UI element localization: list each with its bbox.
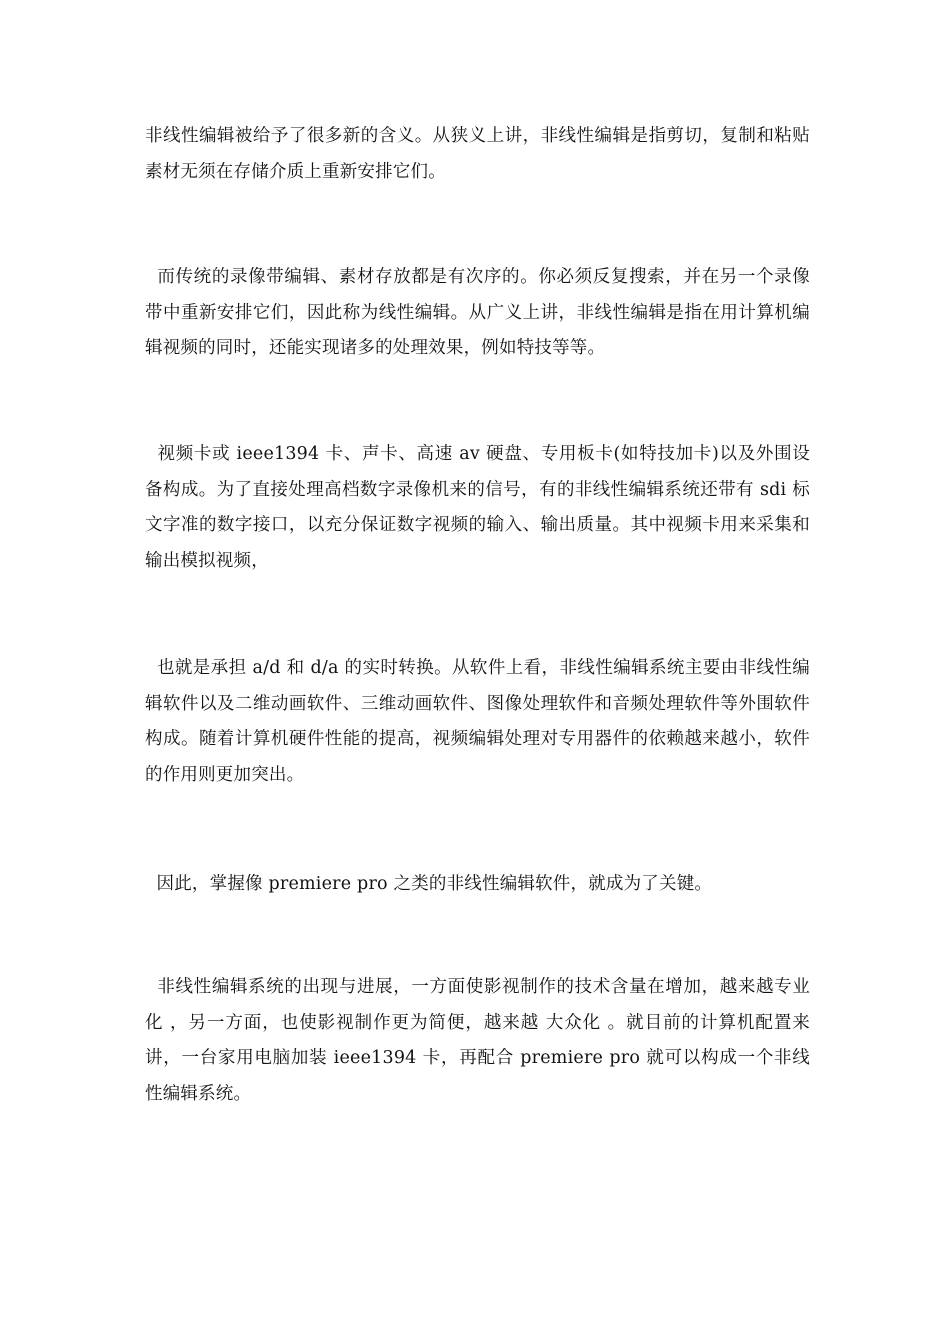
paragraph-6: 非线性编辑系统的出现与进展，一方面使影视制作的技术含量在增加，越来越专业化 ，另一方面，也使影视制作更为简便，越来越 大众化 。就目前的计算机配置来讲，一台家用电脑加装 ieee1394 卡，再配合 premiere pro 就可以构成一个非线性编辑系统。 xyxy=(145,977,810,1104)
paragraph-5: 因此，掌握像 premiere pro 之类的非线性编辑软件，就成为了关键。 xyxy=(145,874,713,894)
paragraph-4: 也就是承担 a/d 和 d/a 的实时转换。从软件上看，非线性编辑系统主要由非线性编辑软件以及二维动画软件、三维动画软件、图像处理软件和音频处理软件等外围软件构成。随着计算机硬件性能的提高，视频编辑处理对专用器件的依赖越来越小，软件的作用则更加突出。 xyxy=(145,658,810,785)
paragraph-2: 而传统的录像带编辑、素材存放都是有次序的。你必须反复搜索，并在另一个录像带中重新安排它们，因此称为线性编辑。从广义上讲，非线性编辑是指在用计算机编辑视频的同时，还能实现诸多的处理效果，例如特技等等。 xyxy=(145,267,810,358)
paragraph-1: 非线性编辑被给予了很多新的含义。从狭义上讲，非线性编辑是指剪切，复制和粘贴素材无须在存储介质上重新安排它们。 xyxy=(145,126,810,182)
paragraph-3: 视频卡或 ieee1394 卡、声卡、高速 av 硬盘、专用板卡(如特技加卡)以及外围设备构成。为了直接处理高档数字录像机来的信号，有的非线性编辑系统还带有 sdi 标文字准的数字接口，以充分保证数字视频的输入、输出质量。其中视频卡用来采集和输出模拟视频， xyxy=(145,444,810,571)
